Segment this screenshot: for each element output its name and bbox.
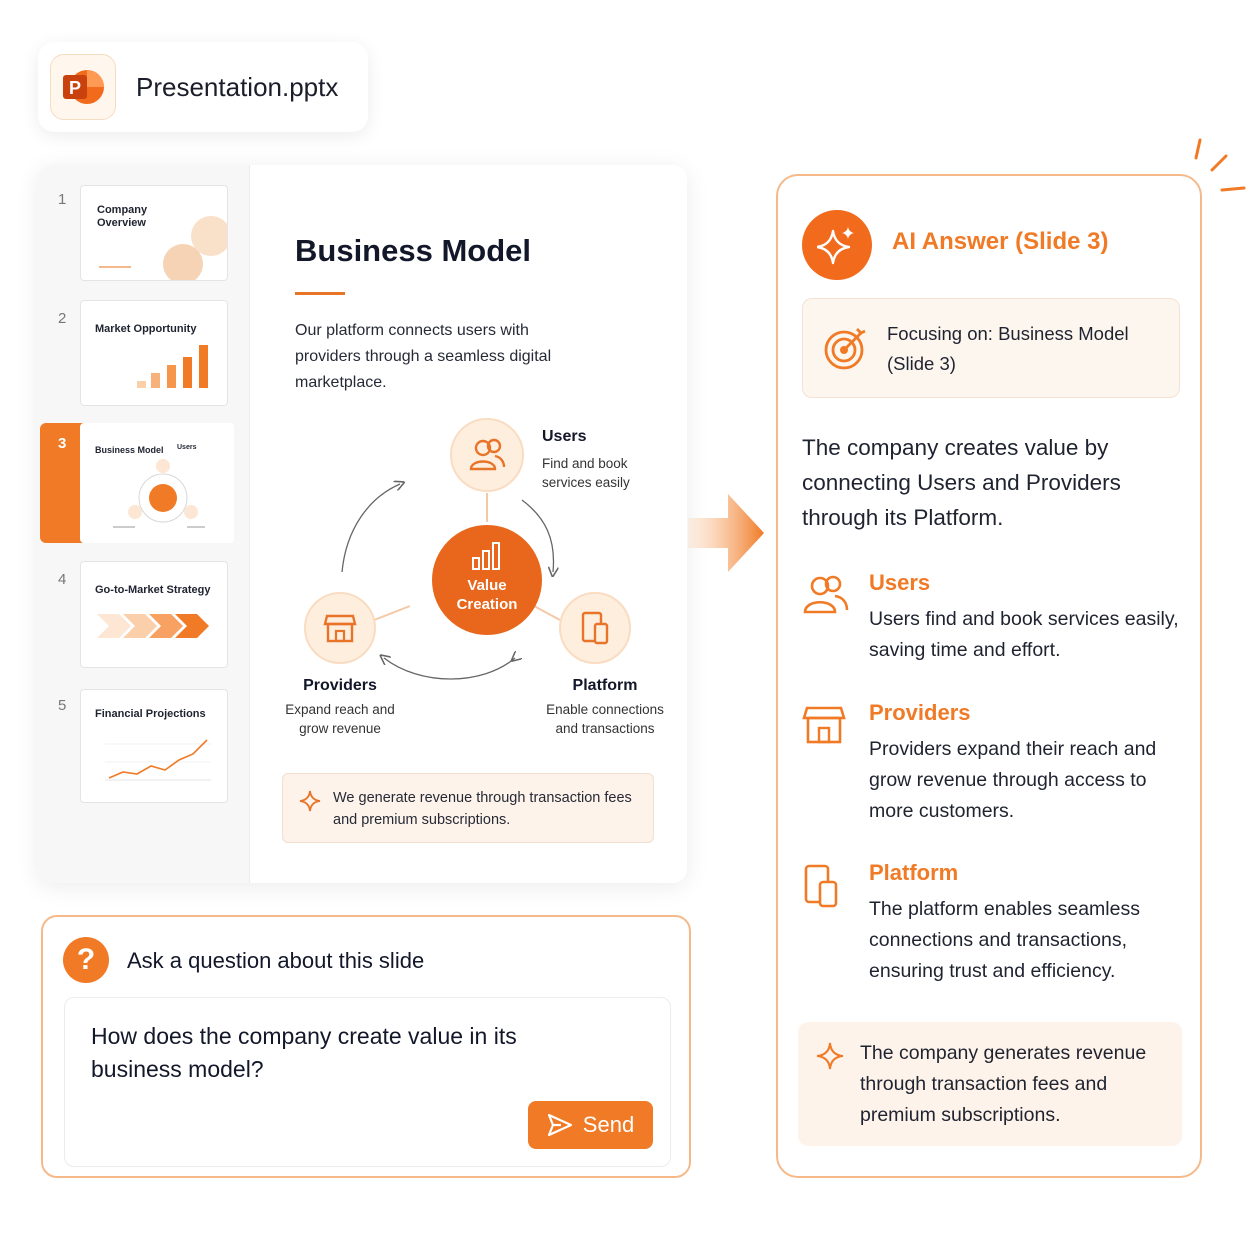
- value-creation-label: [432, 576, 542, 614]
- title-underline: [295, 292, 345, 295]
- thumbnail-title: Go-to-Market Strategy: [95, 584, 211, 596]
- file-chip[interactable]: [38, 42, 368, 132]
- send-icon: [547, 1113, 573, 1137]
- providers-node-label: Providers: [303, 677, 377, 694]
- point-text: The platform enables seamless connections and transactions, ensuring trust and efficiency.: [869, 898, 1140, 982]
- thumbnail-graphic: [81, 562, 228, 668]
- platform-node-desc: [525, 700, 685, 738]
- thumbnail-preview: [80, 423, 234, 543]
- ai-answer-panel: [776, 174, 1202, 1178]
- slide-canvas[interactable]: [250, 165, 687, 883]
- providers-desc-line-1: Expand reach and: [285, 702, 395, 717]
- ask-question-panel: [41, 915, 691, 1178]
- value-creation-line-1: Value: [467, 577, 507, 594]
- thumbnail-preview: [80, 689, 228, 803]
- file-name: Presentation.pptx: [136, 71, 339, 102]
- thumbnail-graphic: [83, 426, 231, 540]
- ai-answer-title: AI Answer (Slide 3): [892, 228, 1109, 255]
- slide-note-text: We generate revenue through transaction fees and premium subscriptions.: [333, 790, 632, 828]
- providers-node-desc: [272, 700, 408, 738]
- sparkle-icon: [299, 790, 321, 817]
- users-node-label: Users: [542, 428, 587, 445]
- answer-note-text: The company generates revenue through transaction fees and premium subscriptions.: [860, 1042, 1147, 1126]
- point-title: Platform: [869, 860, 959, 885]
- bar-chart-icon: [470, 540, 504, 577]
- thumbnail-number: 1: [58, 191, 67, 208]
- slide-title: Business Model: [295, 233, 531, 268]
- thumbnail-number: 5: [58, 697, 67, 714]
- powerpoint-icon: [50, 54, 116, 120]
- ask-panel-title: Ask a question about this slide: [127, 948, 425, 973]
- point-title: Providers: [869, 700, 971, 725]
- users-desc-line-1: Find and book: [542, 456, 628, 471]
- devices-icon: [802, 864, 842, 915]
- thumbnail-slide-4[interactable]: [38, 555, 250, 670]
- answer-point-providers: [778, 700, 1204, 840]
- value-creation-line-2: Creation: [456, 596, 518, 613]
- store-icon: [802, 704, 846, 751]
- thumbnail-preview: [80, 561, 228, 668]
- send-button-label: Send: [582, 1112, 635, 1137]
- thumbnail-preview: [80, 185, 228, 281]
- point-text: Providers expand their reach and grow revenue through access to more customers.: [869, 738, 1157, 822]
- target-icon: [823, 325, 869, 376]
- thumbnail-graphic: [81, 186, 228, 281]
- platform-desc-line-1: Enable connections: [546, 702, 664, 717]
- svg-text:P: P: [69, 78, 82, 98]
- thumbnail-slide-1[interactable]: [38, 165, 250, 290]
- platform-node-icon: [577, 610, 613, 651]
- users-desc-line-2: services easily: [542, 475, 630, 490]
- thumbnail-title: Financial Projections: [95, 708, 206, 720]
- thumbnail-number: 4: [58, 571, 67, 588]
- presentation-window: [38, 165, 687, 883]
- answer-point-users: [778, 570, 1204, 680]
- thumbnail-preview: [80, 300, 228, 406]
- thumbnail-number: 3: [58, 435, 67, 452]
- thumbnail-slide-3-active[interactable]: [40, 423, 234, 543]
- thumbnail-title: Company Overview: [97, 204, 148, 229]
- slide-thumbnail-rail: [38, 165, 250, 883]
- slide-revenue-note: [282, 773, 654, 843]
- question-input[interactable]: [64, 997, 671, 1167]
- users-icon: [802, 574, 850, 621]
- value-creation-diagram: [250, 410, 687, 750]
- focus-text: Focusing on: Business Model (Slide 3): [887, 323, 1129, 374]
- thumbnail-graphic: [81, 690, 228, 803]
- sparkle-icon: [816, 1042, 844, 1075]
- providers-node-icon: [322, 610, 358, 651]
- thumbnail-users-label: Users: [177, 444, 197, 451]
- flow-arrow-icon: [688, 490, 768, 576]
- thumbnail-title: Market Opportunity: [95, 323, 197, 335]
- slide-intro: Our platform connects users with providers through a seamless digital marketplace.: [295, 322, 552, 391]
- thumbnail-slide-5[interactable]: [38, 683, 250, 808]
- question-text[interactable]: How does the company create value in its business model?: [91, 1023, 517, 1082]
- answer-lead: The company creates value by connecting Users and Providers through its Platform.: [802, 435, 1121, 530]
- point-title: Users: [869, 570, 931, 595]
- focus-indicator: [802, 298, 1180, 398]
- platform-node-label: Platform: [572, 677, 638, 694]
- thumbnail-title: Business Model: [95, 445, 164, 455]
- question-mark-icon: ?: [63, 937, 109, 983]
- send-button[interactable]: [528, 1101, 653, 1149]
- thumbnail-graphic: [81, 301, 228, 406]
- providers-desc-line-2: grow revenue: [299, 721, 381, 736]
- ai-sparkle-icon: [802, 210, 872, 280]
- answer-point-platform: [778, 860, 1204, 1000]
- thumbnail-number: 2: [58, 310, 67, 327]
- thumbnail-slide-2[interactable]: [38, 300, 250, 415]
- point-text: Users find and book services easily, saving time and effort.: [869, 608, 1179, 661]
- users-node-desc: [542, 454, 630, 492]
- users-node-icon: [467, 435, 507, 480]
- answer-revenue-note: [798, 1022, 1182, 1146]
- platform-desc-line-2: and transactions: [555, 721, 655, 736]
